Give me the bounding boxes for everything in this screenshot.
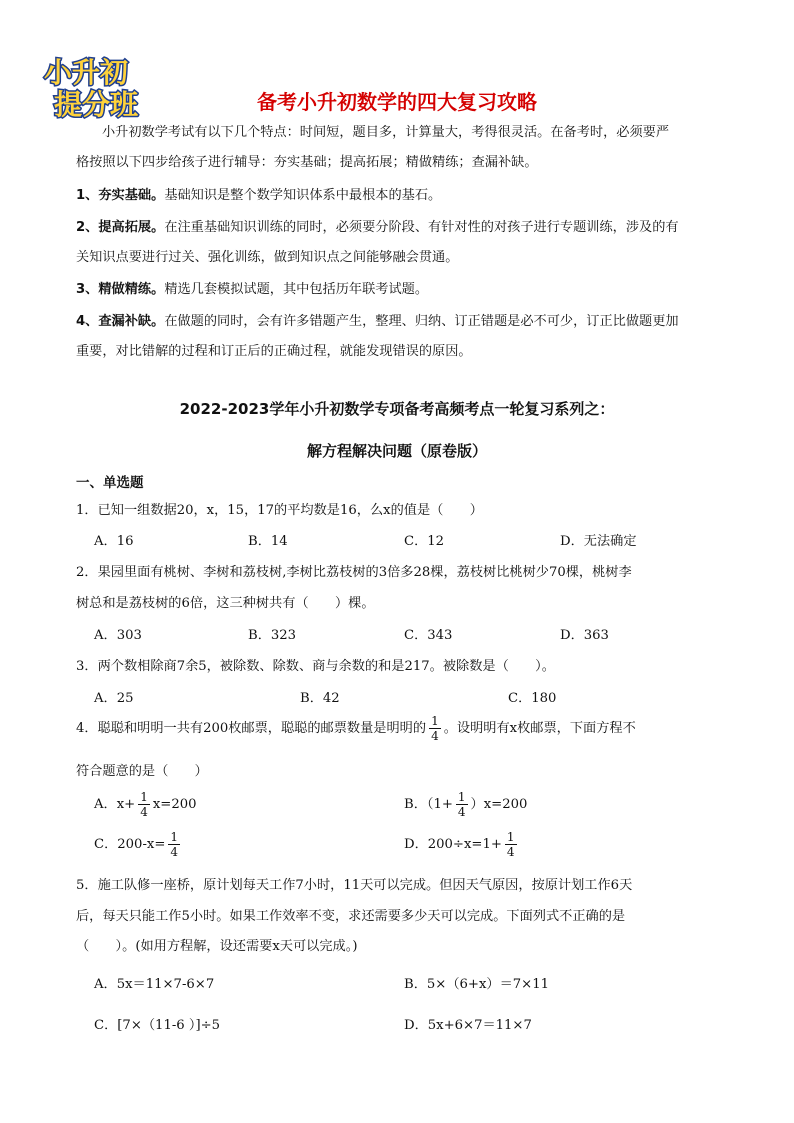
tip-3: [76, 275, 726, 304]
q2-option-c: C．343: [404, 628, 453, 643]
question-5-line1: 5．施工队修一座桥，原计划每天工作7小时，11天可以完成。但因天气原因，按原计划工作6天: [76, 878, 633, 893]
question-2-line2: 树总和是荔枝树的6倍，这三种树共有（ ）棵。: [76, 596, 375, 611]
fraction-denominator: 4: [140, 805, 148, 819]
q3-option-a: A．25: [94, 691, 134, 706]
page-title: 备考小升初数学的四大复习攻略: [257, 90, 537, 114]
q4-option-c: [94, 830, 183, 859]
question-4-line1: [76, 714, 636, 743]
q3-option-c: C．180: [508, 691, 557, 706]
tip-2-line2: 关知识点要进行过关、强化训练，做到知识点之间能够融会贯通。: [76, 250, 459, 265]
fraction-numerator: 1: [431, 714, 439, 728]
fraction-numerator: 1: [457, 790, 466, 804]
fraction-denominator: 4: [506, 845, 515, 859]
q4-pre: 4．聪聪和明明一共有200枚邮票，聪聪的邮票数量是明明的: [76, 721, 427, 736]
q2-option-b: B．323: [248, 628, 297, 643]
q4-a-pre: A．x+: [94, 797, 136, 812]
q4-a-fraction: [138, 790, 150, 819]
fraction-denominator: 4: [431, 729, 439, 743]
q5-option-c: C．[7×（11-6 ）]÷5: [94, 1018, 221, 1033]
q4-option-d: [404, 830, 520, 859]
fraction-numerator: 1: [170, 830, 179, 844]
q5-option-a: A．5x＝11×7-6×7: [94, 977, 215, 992]
intro-line1: 小升初数学考试有以下几个特点：时间短，题目多，计算量大，考得很灵活。在备考时，必须要严: [102, 125, 670, 140]
logo-text-line2: 提分班: [54, 88, 139, 120]
tip-3-head: 3、精做精练。: [76, 282, 165, 297]
q3-option-b: B．42: [300, 691, 340, 706]
sub-title: 解方程解决问题（原卷版）: [306, 442, 487, 460]
q5-option-d: D．5x+6×7＝11×7: [404, 1018, 532, 1033]
tip-4: [76, 307, 726, 336]
tip-1-text: 基础知识是整个数学知识体系中最根本的基石。: [164, 188, 442, 203]
tip-1: [76, 181, 726, 210]
q4-fraction: [429, 714, 441, 743]
tip-4-text: 在做题的同时，会有许多错题产生，整理、归纳、订正错题是必不可少，订正比做题更加: [164, 314, 679, 329]
q1-option-c: C．12: [404, 534, 445, 549]
fraction-numerator: 1: [506, 830, 515, 844]
section-heading: 一、单选题: [76, 475, 144, 491]
question-2-line1: 2．果园里面有桃树、李树和荔枝树,李树比荔枝树的3倍多28棵，荔枝树比桃树少70棵，桃树李: [76, 565, 632, 580]
question-1: 1．已知一组数据20，x，15，17的平均数是16，么x的值是（ ）: [76, 503, 483, 518]
question-5-line3: （ ）。(如用方程解，设还需要x天可以完成。): [76, 939, 358, 954]
question-4-line2: 符合题意的是（ ）: [76, 764, 208, 779]
q4-d-fraction: [505, 830, 517, 859]
tip-4-head: 4、查漏补缺。: [76, 314, 165, 329]
q4-c-pre: C．200-x=: [94, 837, 166, 852]
q4-c-fraction: [168, 830, 180, 859]
q4-d-pre: D．200÷x=1+: [404, 837, 502, 852]
q1-option-d: D．无法确定: [560, 534, 637, 549]
q4-b-pre: B．（1+: [404, 797, 453, 812]
tip-2: [76, 213, 726, 242]
question-3: 3．两个数相除商7余5，被除数、除数、商与余数的和是217。被除数是（ ）。: [76, 659, 555, 674]
q4-post: 。设明明有x枚邮票，下面方程不: [443, 721, 636, 736]
fraction-denominator: 4: [457, 805, 466, 819]
q2-option-a: A．303: [94, 628, 142, 643]
tip-2-head: 2、提高拓展。: [76, 220, 165, 235]
fraction-numerator: 1: [140, 790, 148, 804]
q4-b-fraction: [456, 790, 468, 819]
q4-b-post: ）x=200: [470, 797, 528, 812]
tip-2-text: 在注重基础知识训练的同时，必须要分阶段、有针对性的对孩子进行专题训练，涉及的有: [164, 220, 679, 235]
q2-option-d: D．363: [560, 628, 609, 643]
q1-option-a: A．16: [94, 534, 134, 549]
q1-option-b: B．14: [248, 534, 288, 549]
logo-text-line1: 小升初: [44, 56, 129, 89]
q4-option-b: [404, 790, 527, 819]
q4-option-a: [94, 790, 197, 819]
tip-1-head: 1、夯实基础。: [76, 188, 165, 203]
tip-3-text: 精选几套模拟试题，其中包括历年联考试题。: [164, 282, 429, 297]
fraction-denominator: 4: [170, 845, 179, 859]
question-5-line2: 后，每天只能工作5小时。如果工作效率不变，求还需要多少天可以完成。下面列式不正确的是: [76, 909, 626, 924]
tip-4-line2: 重要，对比错解的过程和订正后的正确过程，就能发现错误的原因。: [76, 344, 472, 359]
series-title: 2022-2023学年小升初数学专项备考高频考点一轮复习系列之：: [179, 400, 615, 418]
intro-line2: 格按照以下四步给孩子进行辅导：夯实基础；提高拓展；精做精练；查漏补缺。: [76, 155, 538, 170]
q4-a-post: x=200: [152, 797, 197, 812]
q5-option-b: B．5×（6+x）＝7×11: [404, 977, 549, 992]
